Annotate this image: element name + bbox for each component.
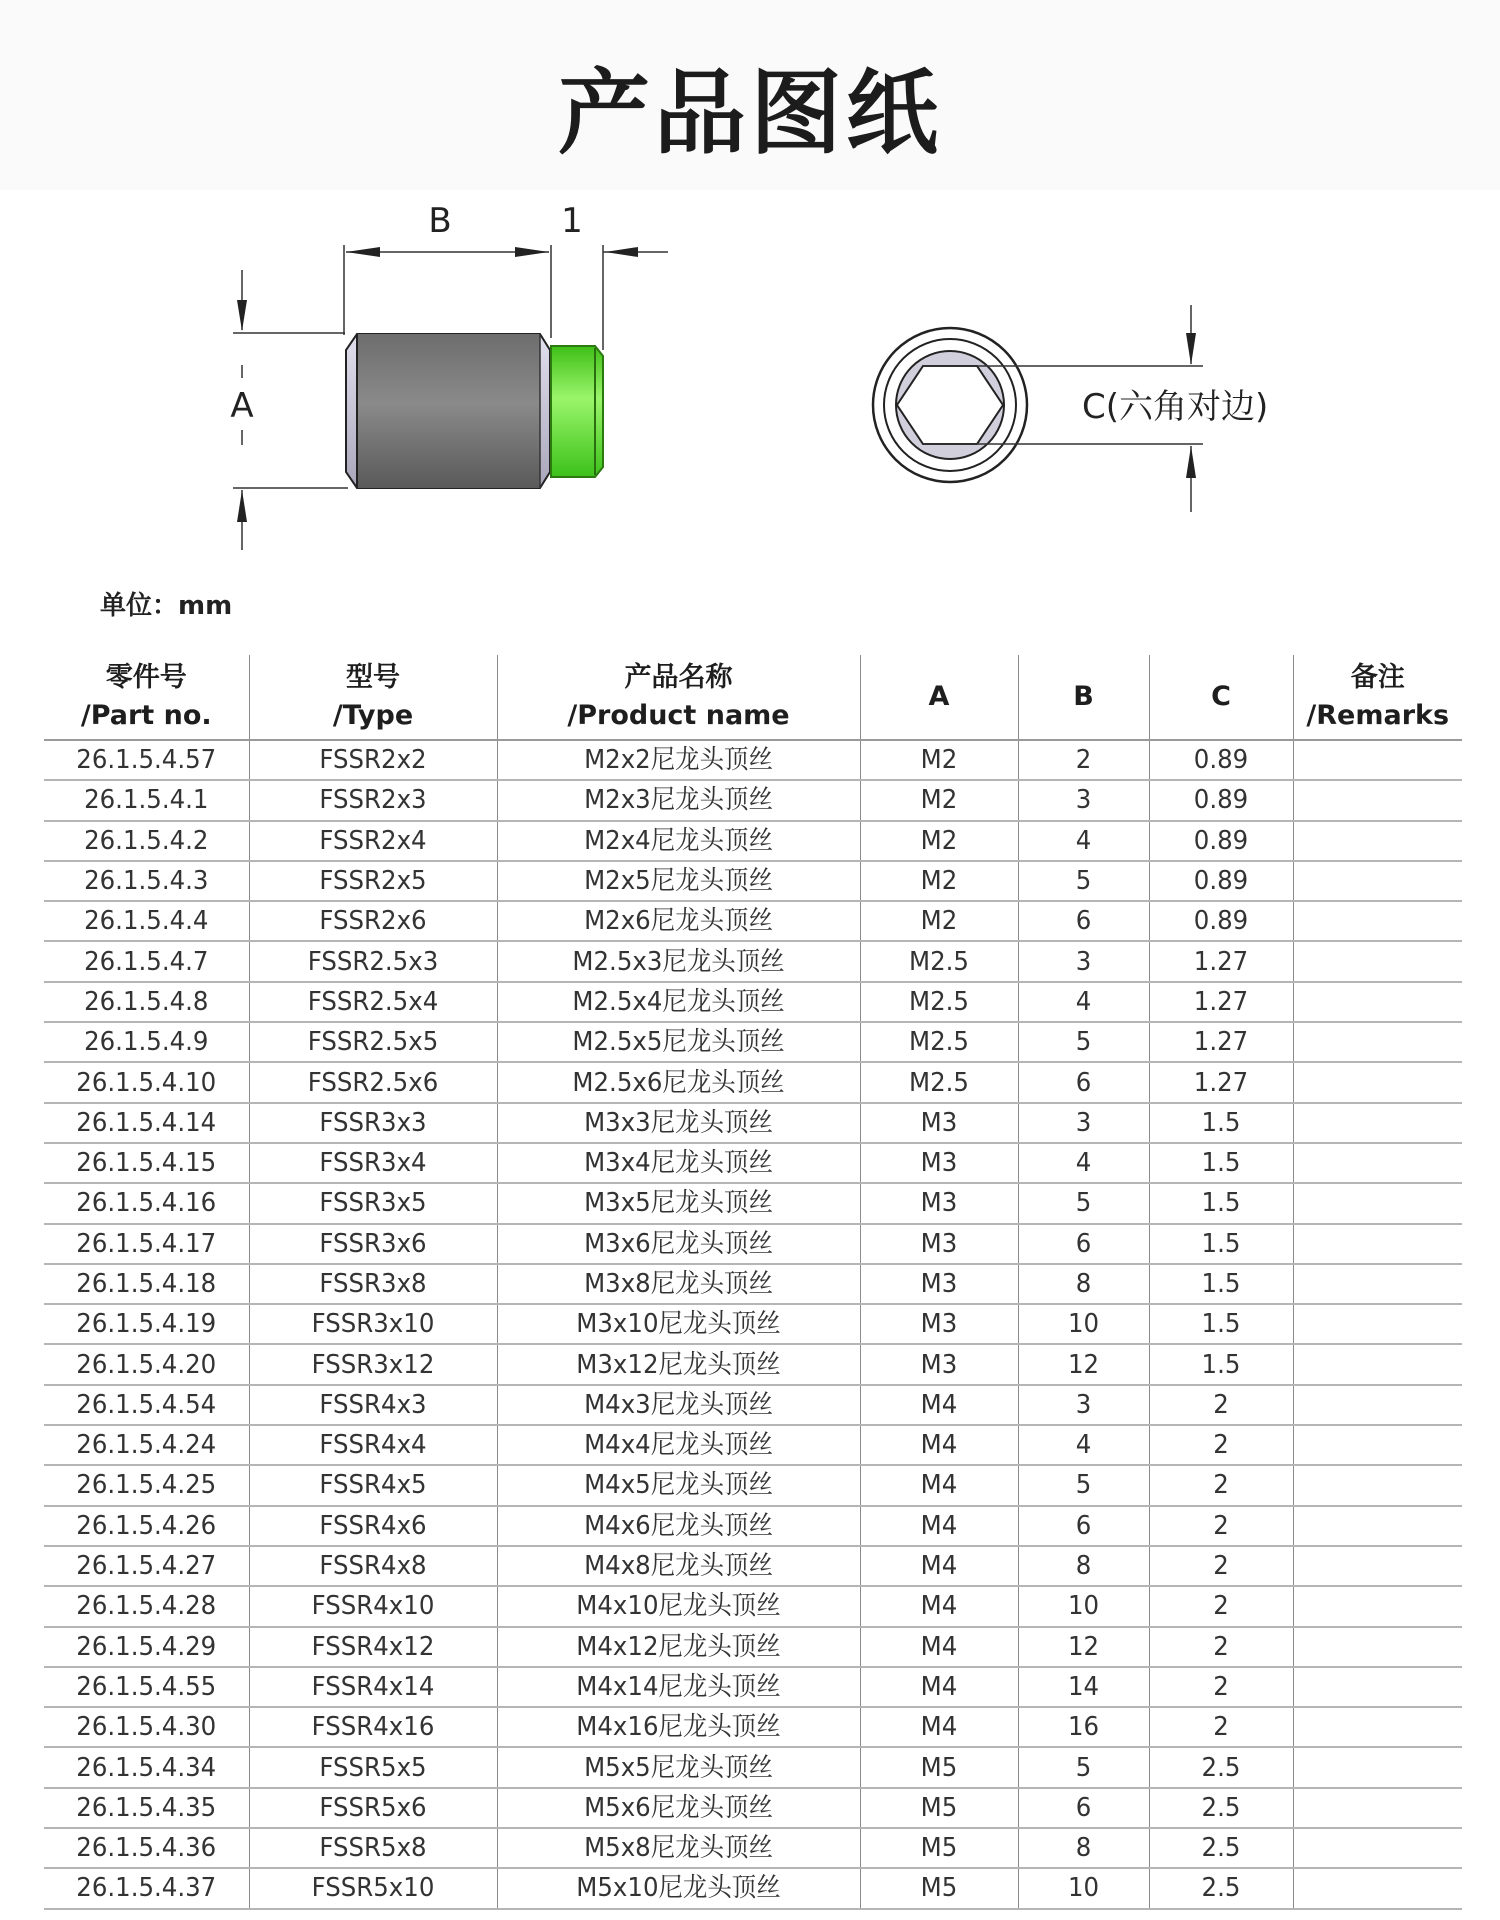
cell-part-no: 26.1.5.4.57 [50,740,243,780]
cell-part-no: 26.1.5.4.28 [50,1586,243,1626]
cell-product-name: M3x8尼龙头顶丝 [508,1264,849,1304]
cell-a: M2.5 [865,1022,1014,1062]
cell-part-no: 26.1.5.4.4 [50,901,243,941]
cell-b: 5 [1022,1465,1145,1505]
cell-product-name: M4x5尼龙头顶丝 [508,1465,849,1505]
cell-product-name: M5x8尼龙头顶丝 [508,1828,849,1868]
cell-c: 1.27 [1153,941,1288,981]
cell-c: 2 [1153,1667,1288,1707]
header-remarks-cn: 备注 [1350,662,1405,693]
cell-remarks [1298,1828,1457,1868]
cell-b: 8 [1022,1264,1145,1304]
cell-remarks [1298,1627,1457,1667]
cell-b: 10 [1022,1586,1145,1626]
cell-product-name: M4x16尼龙头顶丝 [508,1707,849,1747]
cell-type: FSSR4x4 [256,1425,489,1465]
cell-remarks [1298,1586,1457,1626]
header-b [1018,655,1149,740]
cell-part-no: 26.1.5.4.30 [50,1707,243,1747]
cell-product-name: M2.5x3尼龙头顶丝 [508,941,849,981]
cell-remarks [1298,740,1457,780]
cell-remarks [1298,1546,1457,1586]
cell-type: FSSR3x3 [256,1103,489,1143]
cell-remarks [1298,780,1457,820]
cell-a: M5 [865,1828,1014,1868]
table-row [44,1506,1462,1546]
screw-body [357,334,540,488]
cell-a: M3 [865,1224,1014,1264]
cell-b: 14 [1022,1667,1145,1707]
cell-a: M5 [865,1747,1014,1787]
header-c [1149,655,1293,740]
cell-part-no: 26.1.5.4.35 [50,1788,243,1828]
cell-part-no: 26.1.5.4.9 [50,1022,243,1062]
cell-part-no: 26.1.5.4.10 [50,1062,243,1102]
cell-remarks [1298,901,1457,941]
cell-product-name: M5x5尼龙头顶丝 [508,1747,849,1787]
cell-product-name: M5x6尼龙头顶丝 [508,1788,849,1828]
cell-type: FSSR4x5 [256,1465,489,1505]
cell-a: M4 [865,1465,1014,1505]
cell-product-name: M4x6尼龙头顶丝 [508,1506,849,1546]
cell-product-name: M4x3尼龙头顶丝 [508,1385,849,1425]
table-row [44,941,1462,981]
cell-type: FSSR3x5 [256,1183,489,1223]
dim-c-label: C(六角对边) [1082,387,1269,427]
header-a [860,655,1018,740]
cell-product-name: M4x10尼龙头顶丝 [508,1586,849,1626]
cell-product-name: M2.5x4尼龙头顶丝 [508,982,849,1022]
cell-remarks [1298,1224,1457,1264]
cell-a: M4 [865,1667,1014,1707]
cell-type: FSSR4x10 [256,1586,489,1626]
cell-part-no: 26.1.5.4.14 [50,1103,243,1143]
cell-part-no: 26.1.5.4.15 [50,1143,243,1183]
table-row [44,1868,1462,1908]
header-b-en: B [1073,681,1094,712]
cell-remarks [1298,1022,1457,1062]
header-type-cn: 型号 [346,662,400,693]
cell-a: M5 [865,1868,1014,1908]
header-part-no-en: /Part no. [80,700,212,731]
cell-b: 6 [1022,1506,1145,1546]
table-row [44,1264,1462,1304]
cell-product-name: M2x6尼龙头顶丝 [508,901,849,941]
cell-type: FSSR5x8 [256,1828,489,1868]
table-row [44,901,1462,941]
side-view [230,201,668,550]
cell-remarks [1298,1062,1457,1102]
cell-a: M3 [865,1103,1014,1143]
cell-c: 2 [1153,1425,1288,1465]
cell-part-no: 26.1.5.4.24 [50,1425,243,1465]
cell-a: M4 [865,1506,1014,1546]
cell-part-no: 26.1.5.4.36 [50,1828,243,1868]
cell-product-name: M2x4尼龙头顶丝 [508,821,849,861]
cell-remarks [1298,1667,1457,1707]
cell-b: 5 [1022,1747,1145,1787]
cell-a: M3 [865,1183,1014,1223]
cell-remarks [1298,1103,1457,1143]
cell-c: 2 [1153,1385,1288,1425]
table-row [44,1183,1462,1223]
table-row [44,1385,1462,1425]
cell-type: FSSR3x6 [256,1224,489,1264]
header-remarks-en: /Remarks [1306,700,1450,731]
cell-part-no: 26.1.5.4.17 [50,1224,243,1264]
table-row [44,1586,1462,1626]
cell-a: M4 [865,1707,1014,1747]
table-row [44,821,1462,861]
cell-a: M3 [865,1304,1014,1344]
table-row [44,1546,1462,1586]
cell-part-no: 26.1.5.4.27 [50,1546,243,1586]
table-row [44,740,1462,780]
cell-c: 0.89 [1153,901,1288,941]
cell-remarks [1298,1465,1457,1505]
cell-a: M4 [865,1546,1014,1586]
cell-type: FSSR2x6 [256,901,489,941]
header-product-name [497,655,860,740]
table-row [44,1103,1462,1143]
cell-remarks [1298,821,1457,861]
cell-type: FSSR5x5 [256,1747,489,1787]
cell-c: 1.5 [1153,1143,1288,1183]
cell-b: 6 [1022,901,1145,941]
cell-product-name: M4x8尼龙头顶丝 [508,1546,849,1586]
page-title: 产品图纸 [557,60,942,167]
cell-remarks [1298,1183,1457,1223]
cell-remarks [1298,1788,1457,1828]
cell-b: 12 [1022,1344,1145,1384]
spec-table [44,655,1462,1910]
cell-part-no: 26.1.5.4.29 [50,1627,243,1667]
cell-remarks [1298,1304,1457,1344]
cell-a: M3 [865,1143,1014,1183]
cell-c: 1.5 [1153,1103,1288,1143]
table-row [44,982,1462,1022]
cell-type: FSSR2x5 [256,861,489,901]
cell-product-name: M2x3尼龙头顶丝 [508,780,849,820]
table-row [44,861,1462,901]
table-row [44,1425,1462,1465]
cell-a: M2 [865,780,1014,820]
header-c-en: C [1211,681,1231,712]
cell-part-no: 26.1.5.4.16 [50,1183,243,1223]
table-row [44,1828,1462,1868]
cell-product-name: M5x10尼龙头顶丝 [508,1868,849,1908]
cell-b: 3 [1022,780,1145,820]
cell-product-name: M3x5尼龙头顶丝 [508,1183,849,1223]
cell-b: 5 [1022,1183,1145,1223]
cell-b: 10 [1022,1868,1145,1908]
cell-product-name: M4x14尼龙头顶丝 [508,1667,849,1707]
table-row [44,1667,1462,1707]
cell-part-no: 26.1.5.4.25 [50,1465,243,1505]
cell-c: 1.5 [1153,1224,1288,1264]
cell-b: 3 [1022,1103,1145,1143]
cell-product-name: M3x10尼龙头顶丝 [508,1304,849,1344]
cell-part-no: 26.1.5.4.3 [50,861,243,901]
end-view [873,305,1268,512]
cell-type: FSSR5x10 [256,1868,489,1908]
cell-a: M5 [865,1788,1014,1828]
cell-type: FSSR2x3 [256,780,489,820]
cell-remarks [1298,1385,1457,1425]
table-row [44,1344,1462,1384]
cell-product-name: M2x5尼龙头顶丝 [508,861,849,901]
header-type-en: /Type [332,700,414,731]
cell-a: M3 [865,1344,1014,1384]
table-row [44,1022,1462,1062]
table-header-row [44,655,1462,740]
cell-remarks [1298,1868,1457,1908]
cell-c: 0.89 [1153,780,1288,820]
cell-remarks [1298,982,1457,1022]
cell-product-name: M2.5x6尼龙头顶丝 [508,1062,849,1102]
cell-b: 2 [1022,740,1145,780]
header-part-no [44,655,249,740]
cell-b: 5 [1022,1022,1145,1062]
cell-type: FSSR3x10 [256,1304,489,1344]
cell-type: FSSR2x2 [256,740,489,780]
cell-c: 2 [1153,1586,1288,1626]
header-product-name-cn: 产品名称 [624,662,733,693]
cell-a: M2.5 [865,982,1014,1022]
cell-remarks [1298,861,1457,901]
cell-c: 1.27 [1153,1022,1288,1062]
cell-a: M4 [865,1425,1014,1465]
cell-a: M2.5 [865,1062,1014,1102]
cell-part-no: 26.1.5.4.26 [50,1506,243,1546]
cell-part-no: 26.1.5.4.37 [50,1868,243,1908]
cell-remarks [1298,1425,1457,1465]
cell-c: 1.27 [1153,1062,1288,1102]
table-row [44,1788,1462,1828]
technical-drawing [0,190,1500,570]
cell-b: 16 [1022,1707,1145,1747]
table-row [44,1747,1462,1787]
cell-b: 6 [1022,1224,1145,1264]
cell-c: 1.5 [1153,1304,1288,1344]
table-row [44,1304,1462,1344]
cell-type: FSSR4x16 [256,1707,489,1747]
cell-a: M2 [865,740,1014,780]
cell-product-name: M4x12尼龙头顶丝 [508,1627,849,1667]
cell-c: 0.89 [1153,861,1288,901]
cell-b: 4 [1022,982,1145,1022]
cell-remarks [1298,1747,1457,1787]
cell-part-no: 26.1.5.4.8 [50,982,243,1022]
cell-c: 2 [1153,1546,1288,1586]
cell-type: FSSR3x4 [256,1143,489,1183]
cell-c: 1.5 [1153,1344,1288,1384]
cell-b: 6 [1022,1788,1145,1828]
cell-b: 3 [1022,941,1145,981]
cell-product-name: M2x2尼龙头顶丝 [508,740,849,780]
cell-c: 2.5 [1153,1868,1288,1908]
cell-b: 6 [1022,1062,1145,1102]
table-row [44,1707,1462,1747]
cell-c: 2 [1153,1506,1288,1546]
cell-c: 2 [1153,1707,1288,1747]
cell-type: FSSR3x8 [256,1264,489,1304]
cell-a: M3 [865,1264,1014,1304]
table-row [44,1627,1462,1667]
cell-type: FSSR2.5x4 [256,982,489,1022]
cell-b: 10 [1022,1304,1145,1344]
header-type [249,655,497,740]
cell-c: 2 [1153,1627,1288,1667]
cell-a: M2.5 [865,941,1014,981]
cell-c: 1.27 [1153,982,1288,1022]
cell-remarks [1298,1506,1457,1546]
header-part-no-cn: 零件号 [105,662,187,693]
cell-c: 0.89 [1153,821,1288,861]
cell-product-name: M3x3尼龙头顶丝 [508,1103,849,1143]
cell-product-name: M3x12尼龙头顶丝 [508,1344,849,1384]
cell-a: M4 [865,1586,1014,1626]
cell-type: FSSR2.5x5 [256,1022,489,1062]
cell-b: 8 [1022,1546,1145,1586]
cell-c: 2.5 [1153,1828,1288,1868]
table-row [44,1143,1462,1183]
cell-product-name: M3x4尼龙头顶丝 [508,1143,849,1183]
cell-b: 4 [1022,821,1145,861]
cell-c: 2.5 [1153,1747,1288,1787]
cell-a: M2 [865,821,1014,861]
table-row [44,1465,1462,1505]
cell-c: 2.5 [1153,1788,1288,1828]
cell-a: M2 [865,861,1014,901]
cell-c: 1.5 [1153,1264,1288,1304]
cell-type: FSSR5x6 [256,1788,489,1828]
cell-part-no: 26.1.5.4.2 [50,821,243,861]
cell-type: FSSR4x3 [256,1385,489,1425]
cell-part-no: 26.1.5.4.18 [50,1264,243,1304]
cell-b: 4 [1022,1143,1145,1183]
cell-remarks [1298,1264,1457,1304]
table-row [44,780,1462,820]
cell-part-no: 26.1.5.4.7 [50,941,243,981]
unit-label: 单位：mm [100,591,233,621]
cell-b: 12 [1022,1627,1145,1667]
cell-remarks [1298,1344,1457,1384]
cell-a: M2 [865,901,1014,941]
cell-part-no: 26.1.5.4.55 [50,1667,243,1707]
cell-type: FSSR2x4 [256,821,489,861]
dim-tip-label: 1 [561,201,583,241]
cell-part-no: 26.1.5.4.34 [50,1747,243,1787]
cell-remarks [1298,941,1457,981]
dim-a-label: A [230,386,254,426]
header-remarks [1293,655,1462,740]
cell-c: 1.5 [1153,1183,1288,1223]
cell-product-name: M2.5x5尼龙头顶丝 [508,1022,849,1062]
cell-b: 4 [1022,1425,1145,1465]
cell-type: FSSR3x12 [256,1344,489,1384]
table-row [44,1224,1462,1264]
cell-b: 3 [1022,1385,1145,1425]
cell-type: FSSR4x6 [256,1506,489,1546]
cell-a: M4 [865,1385,1014,1425]
cell-remarks [1298,1707,1457,1747]
cell-type: FSSR4x14 [256,1667,489,1707]
header-product-name-en: /Product name [567,700,790,731]
cell-type: FSSR4x12 [256,1627,489,1667]
cell-part-no: 26.1.5.4.20 [50,1344,243,1384]
table-row [44,1062,1462,1102]
dim-b-label: B [428,201,452,241]
cell-part-no: 26.1.5.4.54 [50,1385,243,1425]
cell-c: 2 [1153,1465,1288,1505]
cell-c: 0.89 [1153,740,1288,780]
cell-part-no: 26.1.5.4.19 [50,1304,243,1344]
cell-b: 5 [1022,861,1145,901]
table-body [44,740,1462,1909]
header-a-en: A [928,681,950,712]
cell-type: FSSR2.5x6 [256,1062,489,1102]
cell-b: 8 [1022,1828,1145,1868]
cell-a: M4 [865,1627,1014,1667]
cell-product-name: M4x4尼龙头顶丝 [508,1425,849,1465]
cell-remarks [1298,1143,1457,1183]
cell-part-no: 26.1.5.4.1 [50,780,243,820]
cell-product-name: M3x6尼龙头顶丝 [508,1224,849,1264]
cell-type: FSSR4x8 [256,1546,489,1586]
cell-type: FSSR2.5x3 [256,941,489,981]
